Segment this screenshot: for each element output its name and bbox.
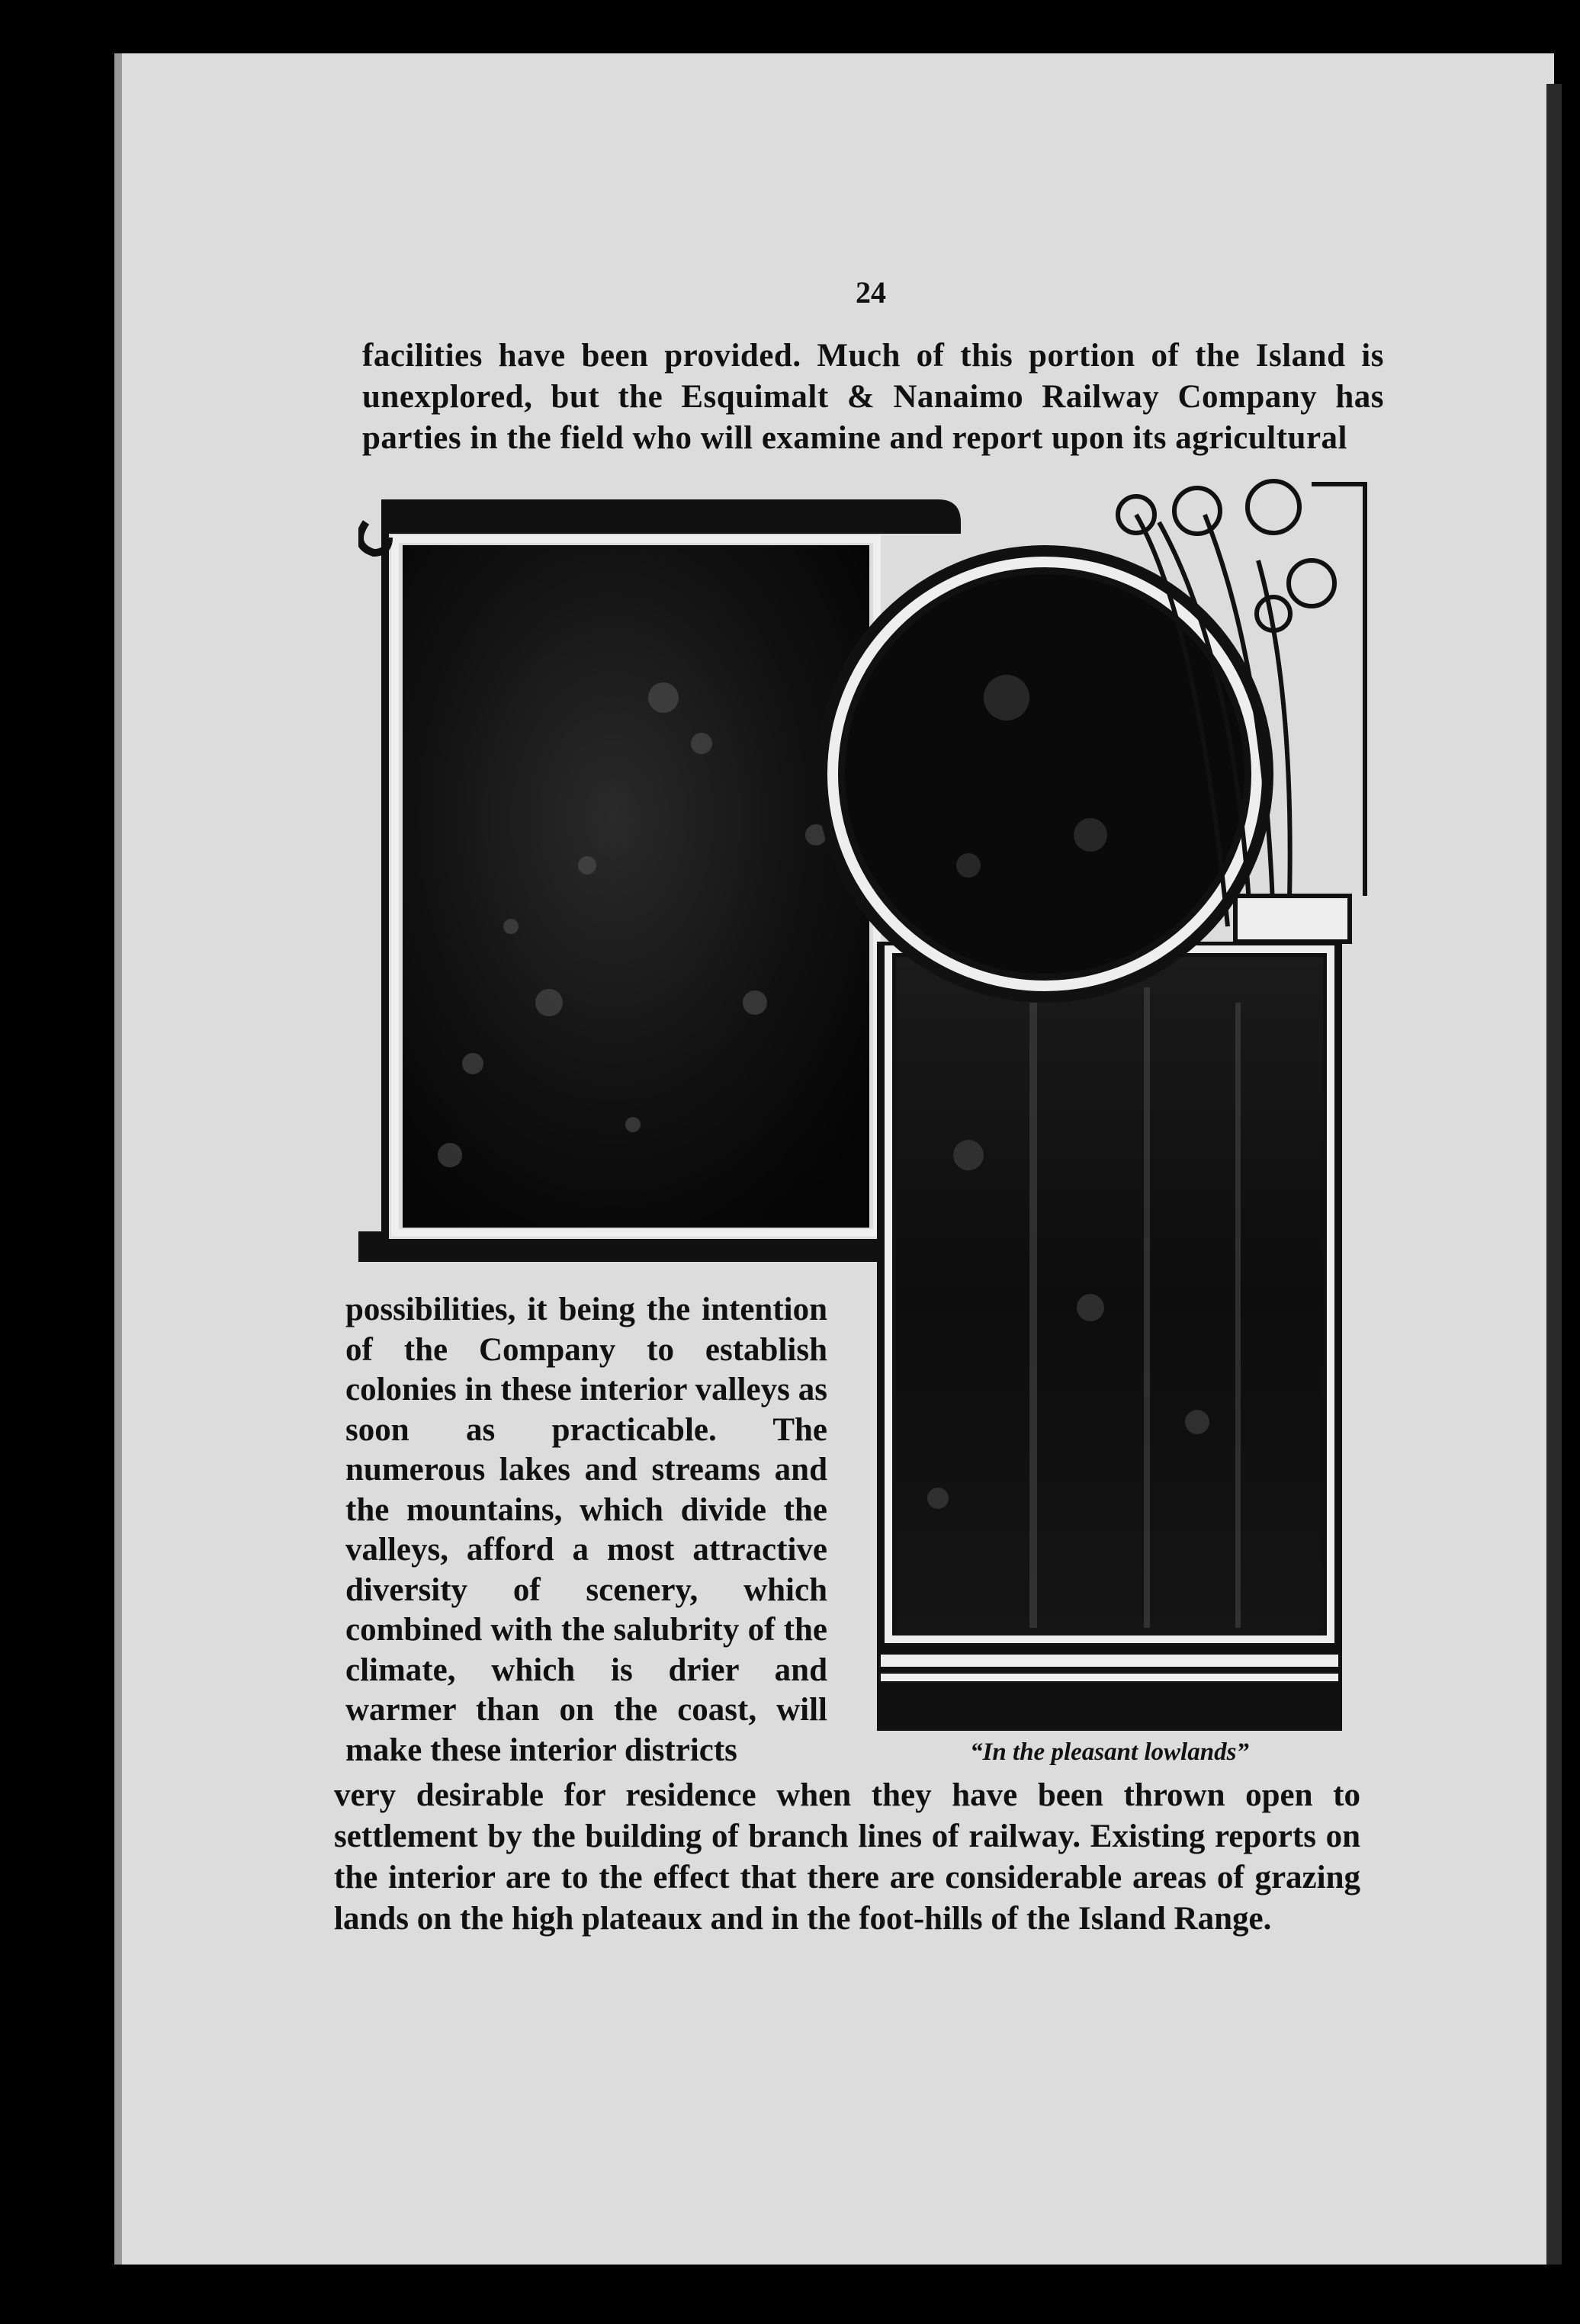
paragraph-top: facilities have been provided. Much of this portion of the Island is unexplored, but the Esquimalt & Nanaimo Railway Company has parties in the field who will examine and report upon its agricultural — [362, 338, 1384, 456]
paragraph-side: possibilities, it being the intention of the Company to establish colonies in these interior valleys as soon as practicable. The numerous lakes and streams and the mountains, which divide the valleys, afford a most attractive diversity of scenery, which combined with the salubrity of the climate, which is drier and warmer than on the coast, will make these interior districts — [345, 1292, 827, 1768]
forest-photo-right — [896, 957, 1323, 1634]
photo-caption: “In the pleasant lowlands” — [970, 1738, 1249, 1766]
right-photo-frame — [877, 942, 1342, 1731]
page-edge-shadow — [1546, 84, 1562, 2265]
forest-photo-circle — [845, 574, 1244, 974]
paragraph-bottom: very desirable for residence when they have been thrown open to settlement by the building of branch lines of railway. Existing reports on the interior are to the effect that there are considerable areas of grazing lands on the high plateaux and in the foot-hills of the Island Range. — [334, 1777, 1360, 1937]
circular-medallion — [816, 545, 1273, 1003]
page-number: 24 — [856, 275, 886, 310]
